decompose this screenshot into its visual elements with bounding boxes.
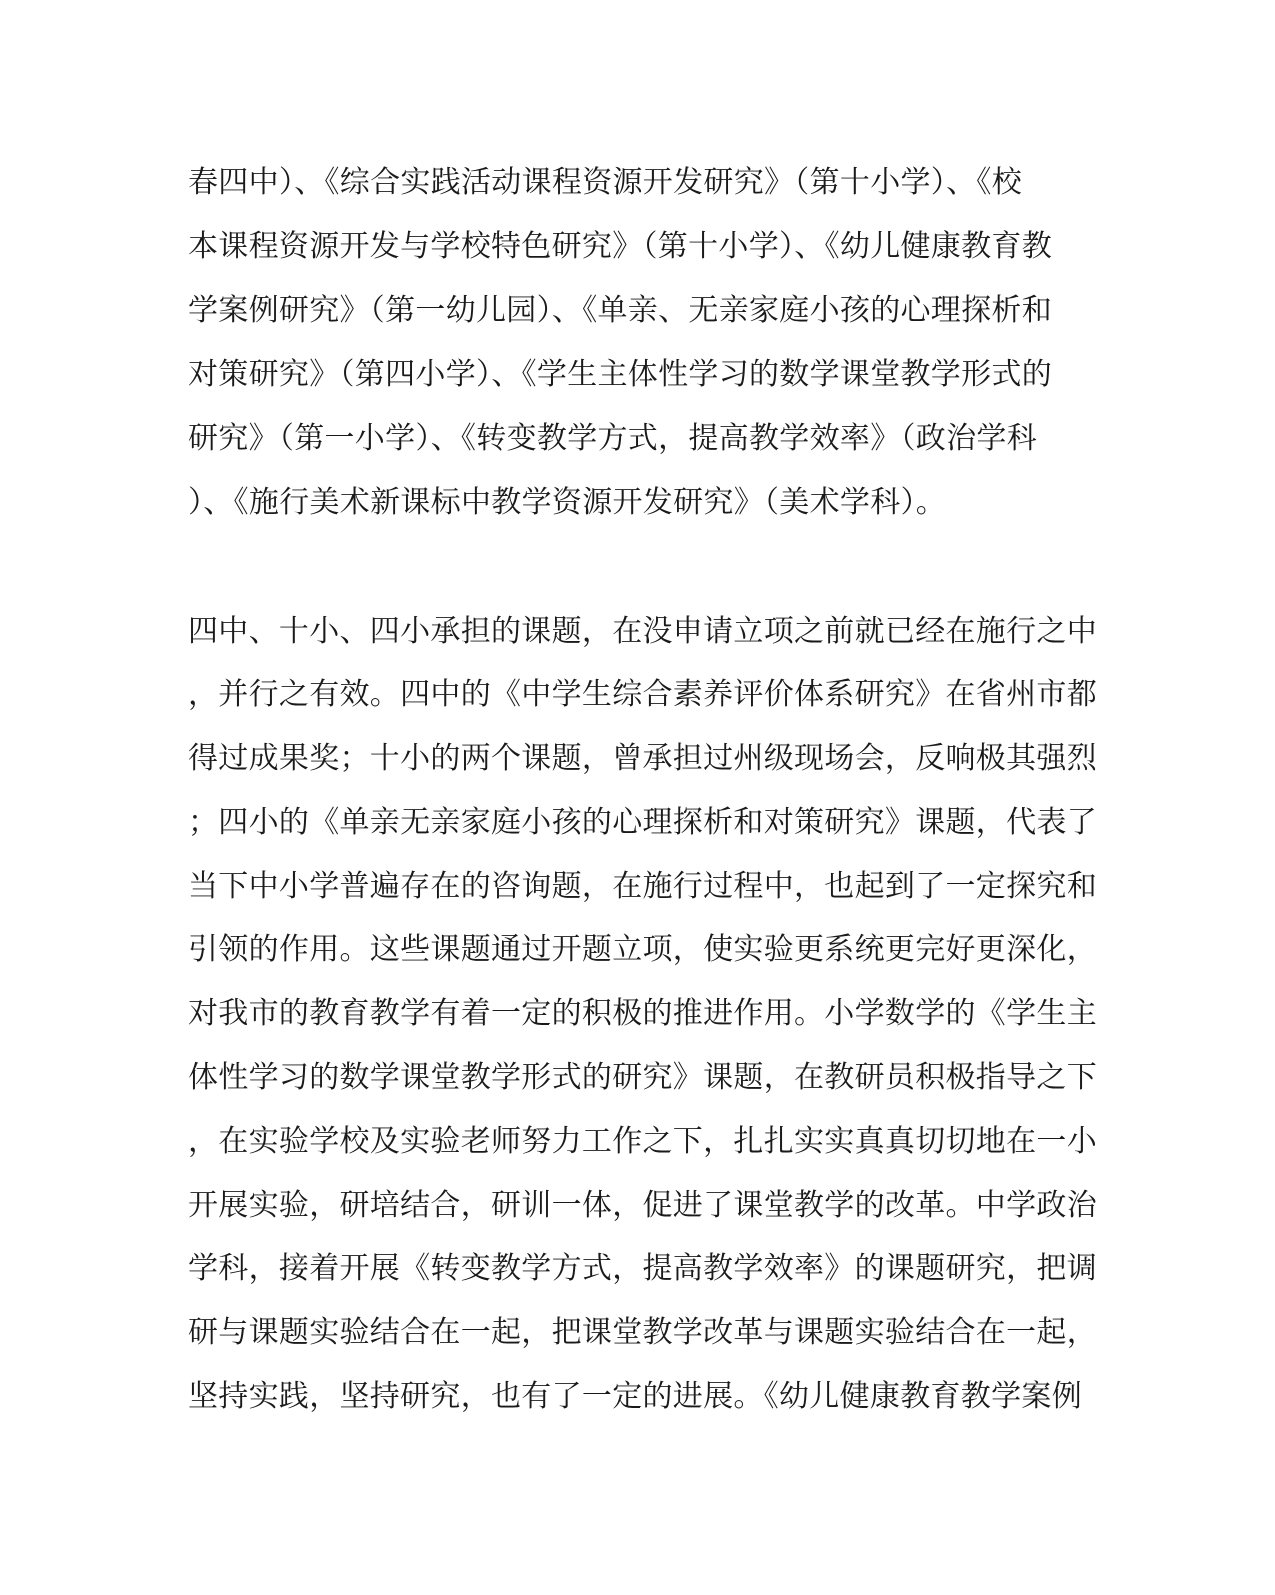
text-line: 引领的作用。这些课题通过开题立项，使实验更系统更完好更深化， (188, 932, 1097, 967)
text-line: 对策研究》（第四小学）、《学生主体性学习的数学课堂教学形式的 (188, 357, 1052, 392)
text-line: ；四小的《单亲无亲家庭小孩的心理探析和对策研究》课题，代表了 (188, 805, 1097, 840)
text-line: 春四中）、《综合实践活动课程资源开发研究》（第十小学）、《校 (188, 165, 1022, 200)
text-line: 学案例研究》（第一幼儿园）、《单亲、无亲家庭小孩的心理探析和 (188, 293, 1052, 328)
text-line: 四中、十小、四小承担的课题，在没申请立项之前就已经在施行之中 (188, 614, 1097, 649)
text-line: ）、《施行美术新课标中教学资源开发研究》（美术学科）。 (188, 485, 947, 520)
text-line: 得过成果奖；十小的两个课题，曾承担过州级现场会，反响极其强烈 (188, 741, 1097, 776)
text-line: ，在实验学校及实验老师努力工作之下，扎扎实实真真切切地在一小 (188, 1124, 1097, 1159)
text-line: 研究》（第一小学）、《转变教学方式，提高教学效率》（政治学科 (188, 421, 1037, 456)
text-line: 坚持实践，坚持研究，也有了一定的进展。《幼儿健康教育教学案例 (188, 1379, 1082, 1414)
text-line: 当下中小学普遍存在的咨询题，在施行过程中，也起到了一定探究和 (188, 869, 1097, 904)
text-line: 学科，接着开展《转变教学方式，提高教学效率》的课题研究，把调 (188, 1251, 1097, 1286)
text-line: 对我市的教育教学有着一定的积极的推进作用。小学数学的《学生主 (188, 996, 1097, 1031)
text-line: 本课程资源开发与学校特色研究》（第十小学）、《幼儿健康教育教 (188, 229, 1052, 264)
text-line: 体性学习的数学课堂教学形式的研究》课题，在教研员积极指导之下 (188, 1060, 1097, 1095)
text-line: 研与课题实验结合在一起，把课堂教学改革与课题实验结合在一起， (188, 1315, 1097, 1350)
text-line: 开展实验，研培结合，研训一体，促进了课堂教学的改革。中学政治 (188, 1188, 1097, 1223)
text-line: ，并行之有效。四中的《中学生综合素养评价体系研究》在省州市都 (188, 677, 1097, 712)
